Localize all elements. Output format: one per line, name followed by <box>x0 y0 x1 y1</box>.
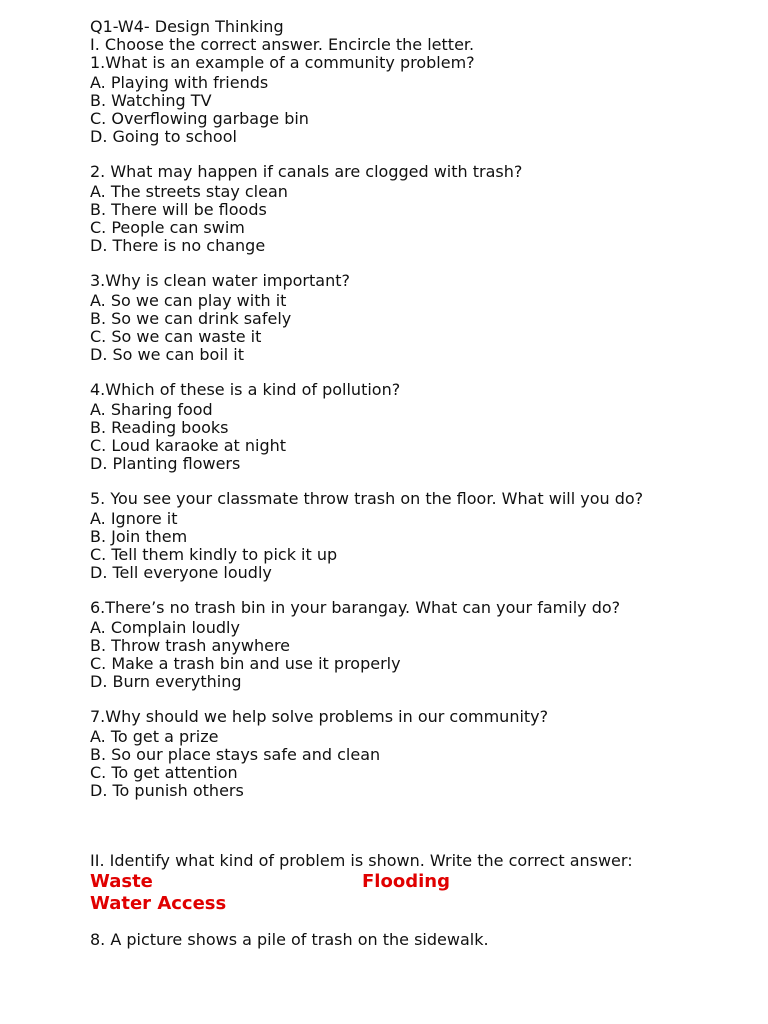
choice-c: C. So we can waste it <box>90 327 262 346</box>
question-prompt: 1.What is an example of a community problem? <box>90 53 475 72</box>
choice-c: C. Tell them kindly to pick it up <box>90 545 338 564</box>
section2 <box>90 852 750 949</box>
question-block-6 <box>90 599 750 691</box>
choice-a: A. To get a prize <box>90 727 219 746</box>
choice-b: B. Throw trash anywhere <box>90 636 291 655</box>
section1-instructions: I. Choose the correct answer. Encircle the letter. <box>90 35 475 54</box>
answer-option-water-access: Water Access <box>90 893 227 914</box>
choice-b: B. So our place stays safe and clean <box>90 745 381 764</box>
choice-a: A. So we can play with it <box>90 291 287 310</box>
section2-instructions: II. Identify what kind of problem is shown. Write the correct answer: <box>90 851 633 870</box>
worksheet-title: Q1-W4- Design Thinking <box>90 17 284 36</box>
choice-d: D. Going to school <box>90 127 237 146</box>
answer-option-waste: Waste <box>90 871 153 892</box>
choice-c: C. People can swim <box>90 218 245 237</box>
question-block-5 <box>90 490 750 582</box>
answer-bank <box>90 871 750 915</box>
choice-d: D. Planting flowers <box>90 454 241 473</box>
answer-option-flooding: Flooding <box>362 871 450 892</box>
choice-c: C. Loud karaoke at night <box>90 436 287 455</box>
question-8-prompt: 8. A picture shows a pile of trash on the sidewalk. <box>90 930 489 949</box>
question-block-4 <box>90 381 750 473</box>
question-prompt: 3.Why is clean water important? <box>90 271 350 290</box>
question-block-2 <box>90 163 750 255</box>
choice-d: D. There is no change <box>90 236 266 255</box>
choice-a: A. Ignore it <box>90 509 178 528</box>
question-prompt: 2. What may happen if canals are clogged with trash? <box>90 162 523 181</box>
choice-d: D. Tell everyone loudly <box>90 563 272 582</box>
choice-d: D. To punish others <box>90 781 244 800</box>
choice-c: C. To get attention <box>90 763 238 782</box>
choice-b: B. Reading books <box>90 418 229 437</box>
choice-d: D. So we can boil it <box>90 345 245 364</box>
choice-a: A. Sharing food <box>90 400 213 419</box>
worksheet-page <box>90 18 750 949</box>
question-prompt: 6.There’s no trash bin in your barangay. What can your family do? <box>90 598 621 617</box>
choice-b: B. Join them <box>90 527 188 546</box>
question-prompt: 4.Which of these is a kind of pollution? <box>90 380 401 399</box>
choice-c: C. Make a trash bin and use it properly <box>90 654 401 673</box>
question-prompt: 7.Why should we help solve problems in our community? <box>90 707 549 726</box>
question-prompt: 5. You see your classmate throw trash on the floor. What will you do? <box>90 489 644 508</box>
question-block-7 <box>90 708 750 800</box>
question-block-1 <box>90 54 750 146</box>
choice-b: B. So we can drink safely <box>90 309 292 328</box>
choice-d: D. Burn everything <box>90 672 242 691</box>
choice-c: C. Overflowing garbage bin <box>90 109 309 128</box>
choice-b: B. There will be floods <box>90 200 267 219</box>
question-block-3 <box>90 272 750 364</box>
choice-b: B. Watching TV <box>90 91 212 110</box>
choice-a: A. Playing with friends <box>90 73 269 92</box>
choice-a: A. Complain loudly <box>90 618 240 637</box>
choice-a: A. The streets stay clean <box>90 182 288 201</box>
